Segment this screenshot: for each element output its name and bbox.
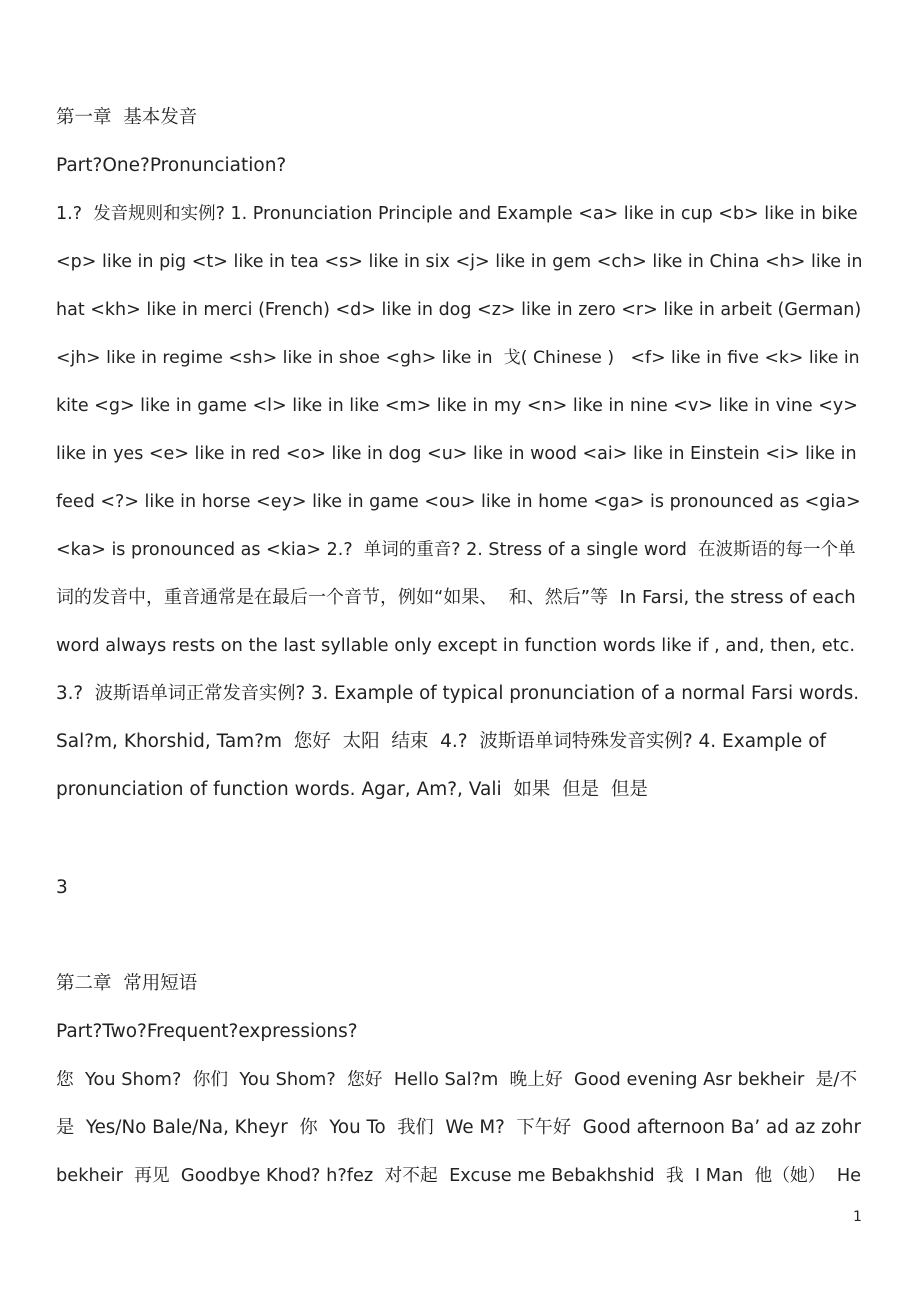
text-line: Sal?m, Khorshid, Tam?m 您好 太阳 结束 4.? 波斯语单词特殊发音实例? 4. Example of [56, 731, 827, 752]
text-line: like in yes <e> like in red <o> like in dog <u> like in wood <ai> like in Einstein <i> like in [56, 444, 857, 464]
text-line: kite <g> like in game <l> like in like <m> like in my <n> like in nine <v> like in vine <y> [56, 396, 858, 416]
text-line: <ka> is pronounced as <kia> 2.? 单词的重音? 2. Stress of a single word 在波斯语的每一个单 [56, 540, 856, 560]
chapter-2-title: 第二章 常用短语 [56, 973, 198, 994]
text-line: 是 Yes/No Bale/Na, Kheyr 你 You To 我们 We M? 下午好 Good afternoon Ba’ ad az zohr [56, 1117, 861, 1138]
text-line: word always rests on the last syllable only except in function words like if , and, then, etc. [56, 636, 856, 656]
text-line: 词的发音中，重音通常是在最后一个音节，例如“如果、 和、然后”等 In Farsi, the stress of each [56, 587, 856, 608]
section-number: 3 [56, 877, 68, 898]
text-line: bekheir 再见 Goodbye Khod? h?fez 对不起 Excuse me Bebakhshid 我 I Man 他（她） He [56, 1166, 862, 1186]
text-line: feed <?> like in horse <ey> like in game <ou> like in home <ga> is pronounced as <gia> [56, 492, 861, 512]
text-line: 1.? 发音规则和实例? 1. Pronunciation Principle and Example <a> like in cup <b> like in bike [56, 204, 858, 224]
text-line: hat <kh> like in merci (French) <d> like in dog <z> like in zero <r> like in arbeit (German) [56, 300, 862, 320]
text-line: <jh> like in regime <sh> like in shoe <gh> like in 戈( Chinese ) <f> like in five <k> like in [56, 348, 860, 368]
part-one-title: Part?One?Pronunciation? [56, 155, 287, 176]
part-two-title: Part?Two?Frequent?expressions? [56, 1021, 358, 1042]
text-line: 您 You Shom? 你们 You Shom? 您好 Hello Sal?m 晚上好 Good evening Asr bekheir 是/不 [56, 1070, 858, 1090]
text-line: 3.? 波斯语单词正常发音实例? 3. Example of typical pronunciation of a normal Farsi words. [56, 683, 859, 704]
text-line: <p> like in pig <t> like in tea <s> like in six <j> like in gem <ch> like in China <h> like in [56, 252, 863, 272]
chapter-1-title: 第一章 基本发音 [56, 107, 198, 128]
text-line: pronunciation of function words. Agar, Am?, Vali 如果 但是 但是 [56, 779, 648, 800]
page-number: 1 [853, 1209, 862, 1225]
